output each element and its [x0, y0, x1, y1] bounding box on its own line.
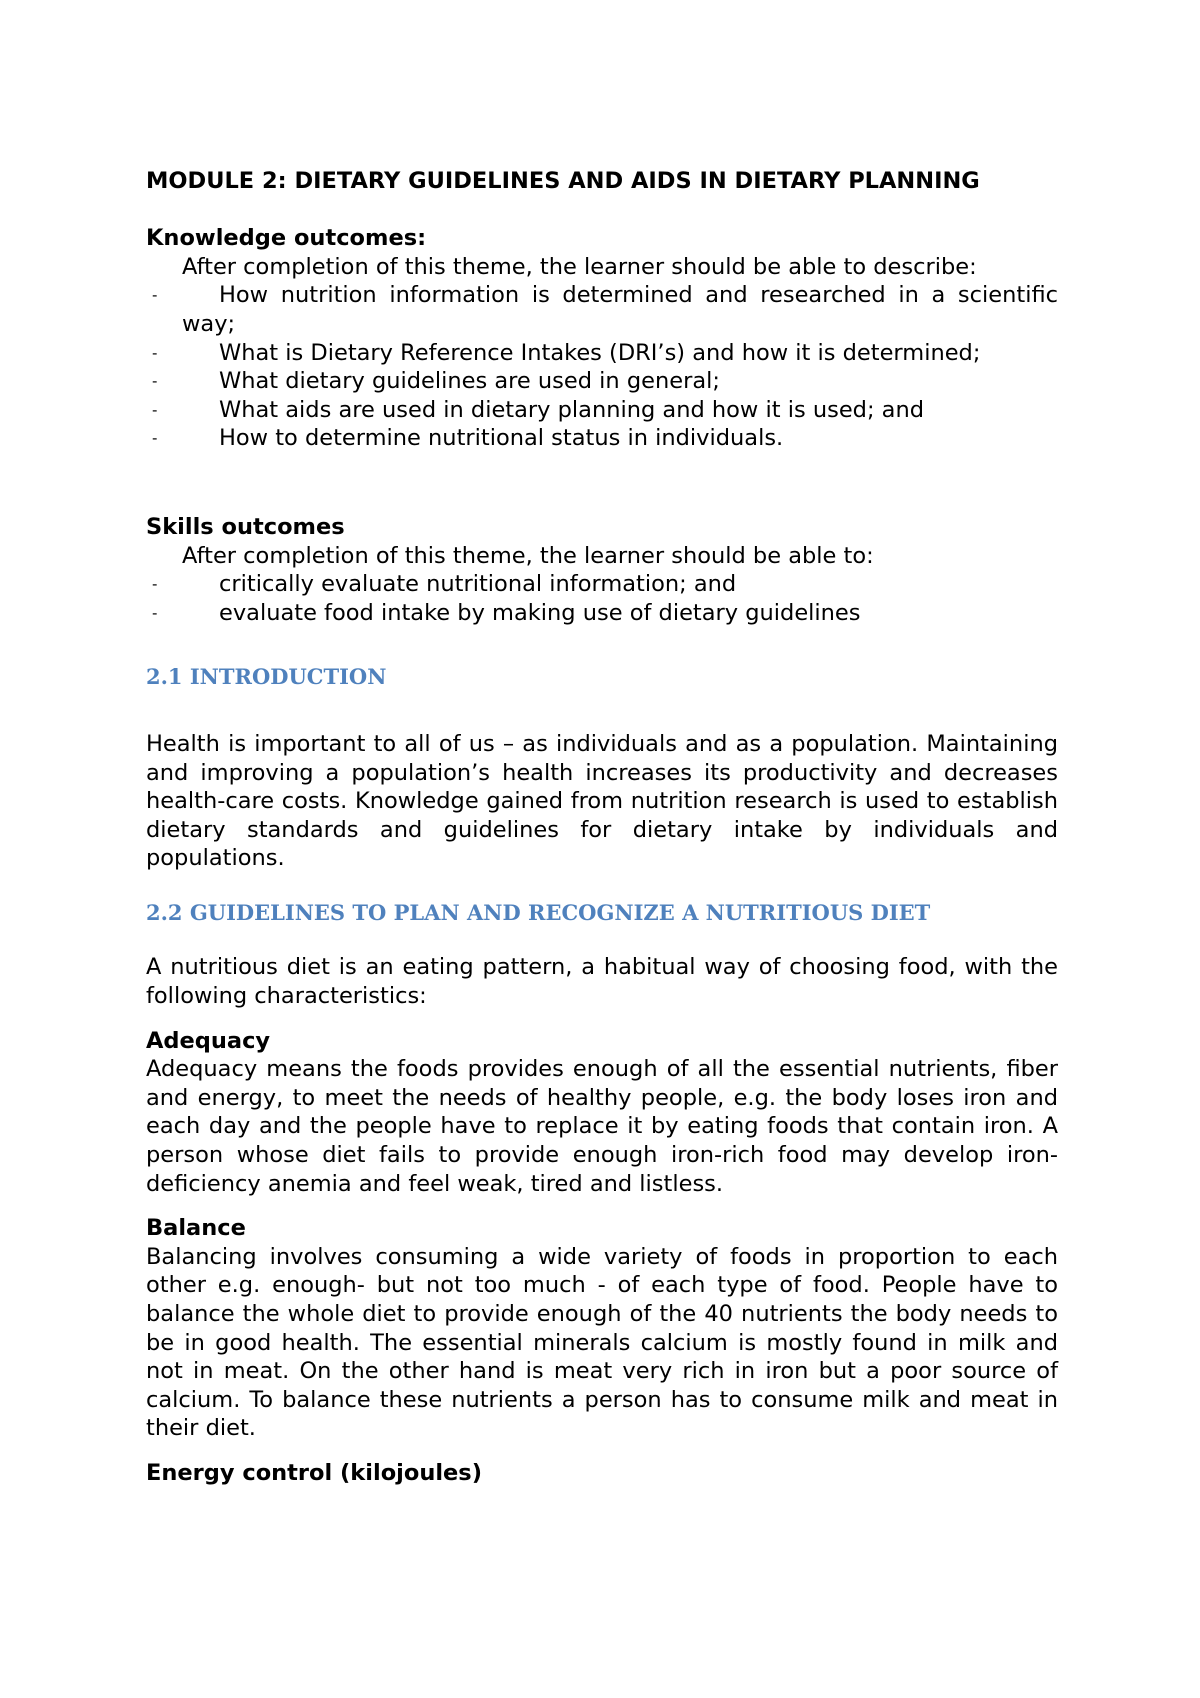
knowledge-outcomes-heading: Knowledge outcomes:: [146, 225, 427, 252]
dash-bullet: -: [152, 575, 158, 594]
balance-paragraph: Balancing involves consuming a wide variety of foods in proportion to each other e.g. enough- but not too much - of each type of food. People have to balance the whole diet to provide enough of the 40 nutrients the body needs to be in good health. The essential minerals calcium is mostly found in milk and not in meat. On the other hand is meat very rich in iron but a poor source of calcium. To balance these nutrients a person has to consume milk and meat in their diet.: [146, 1243, 1058, 1442]
list-item: [146, 424, 1058, 453]
adequacy-paragraph: Adequacy means the foods provides enough of all the essential nutrients, fiber and energy, to meet the needs of healthy people, e.g. the body loses iron and each day and the people have to replace it by eating foods that contain iron. A person whose diet fails to provide enough iron-rich food may develop iron-deficiency anemia and feel weak, tired and listless.: [146, 1056, 1058, 1197]
list-item-text: How nutrition information is determined and researched in a scientific way;: [182, 282, 1058, 337]
list-item-text: What is Dietary Reference Intakes (DRI’s) and how it is determined;: [219, 339, 981, 366]
skills-outcomes-heading: Skills outcomes: [146, 513, 345, 540]
dash-bullet: -: [152, 286, 158, 305]
document-body: [146, 167, 1058, 1488]
knowledge-intro: After completion of this theme, the learner should be able to describe:: [182, 253, 977, 280]
balance-heading: Balance: [146, 1215, 246, 1242]
introduction-paragraph: Health is important to all of us – as individuals and as a population. Maintaining and improving a population’s health increases its productivity and decreases health-care costs. Knowledge gained from nutrition research is used to establish dietary standards and guidelines for dietary intake by individuals and populations.: [146, 730, 1058, 872]
list-item: [146, 599, 1058, 628]
list-item: [146, 396, 1058, 425]
dash-bullet: -: [152, 603, 158, 622]
list-item-text: What dietary guidelines are used in general;: [219, 368, 720, 395]
module-title: MODULE 2: DIETARY GUIDELINES AND AIDS IN DIETARY PLANNING: [146, 168, 980, 194]
list-item: [146, 570, 1058, 599]
skills-intro: After completion of this theme, the learner should be able to:: [182, 542, 874, 569]
dash-bullet: -: [152, 372, 158, 391]
energy-control-heading: Energy control (kilojoules): [146, 1459, 482, 1486]
dash-bullet: -: [152, 429, 158, 448]
dash-bullet: -: [152, 343, 158, 362]
dash-bullet: -: [152, 400, 158, 419]
list-item-text: critically evaluate nutritional information; and: [219, 571, 737, 598]
section-2-2-heading: 2.2 GUIDELINES TO PLAN AND RECOGNIZE A NUTRITIOUS DIET: [146, 899, 931, 925]
nutritious-diet-paragraph: A nutritious diet is an eating pattern, a habitual way of choosing food, with the following characteristics:: [146, 954, 1058, 1010]
skills-outcomes-list: [146, 570, 1058, 627]
knowledge-outcomes-list: [146, 281, 1058, 453]
list-item: [146, 281, 1058, 338]
section-2-1-heading: 2.1 INTRODUCTION: [146, 664, 387, 690]
list-item-text: evaluate food intake by making use of dietary guidelines: [219, 599, 861, 626]
adequacy-heading: Adequacy: [146, 1027, 271, 1054]
list-item-text: How to determine nutritional status in individuals.: [219, 425, 784, 452]
list-item: [146, 367, 1058, 396]
list-item-text: What aids are used in dietary planning and how it is used; and: [219, 396, 925, 423]
list-item: [146, 339, 1058, 368]
